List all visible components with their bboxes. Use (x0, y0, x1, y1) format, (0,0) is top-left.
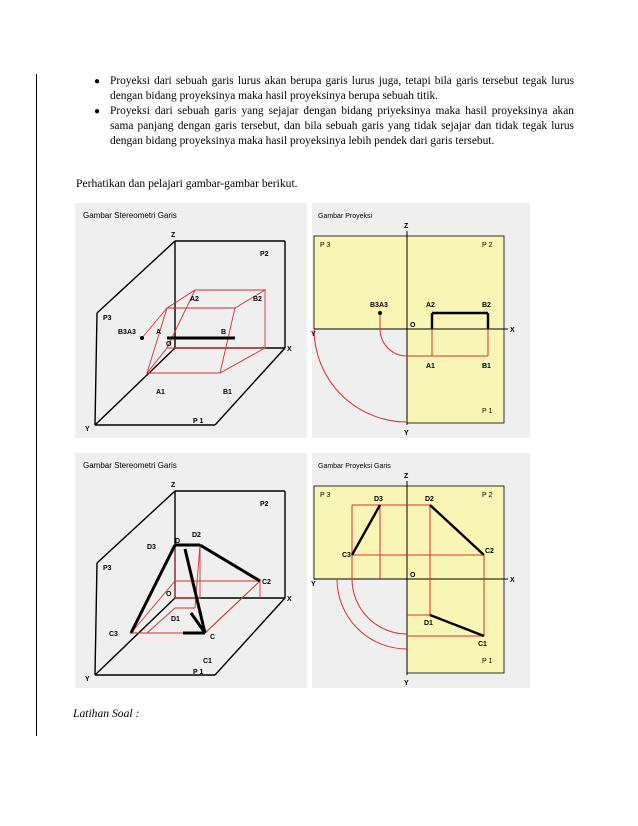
plane-label-p2: P2 (260, 501, 269, 508)
point-label-b1: B1 (482, 363, 491, 370)
bullet-item (88, 74, 574, 104)
projection-2-drawing (312, 453, 530, 688)
plane-p2 (407, 236, 504, 329)
axis-label-y-bottom: Y (404, 680, 409, 687)
point-label-c3: C3 (109, 631, 118, 638)
bullet-text: Proyeksi dari sebuah garis lurus akan berupa garis lurus juga, tetapi bila garis tersebut tegak lurus dengan bidang proyeksinya maka hasil proyeksinya berupa sebuah titik. (110, 75, 574, 102)
axis-label-y-left: Y (311, 331, 316, 338)
plane-label-p3: P 3 (320, 492, 331, 499)
margin-rule (36, 74, 37, 736)
point-label-b3a3: B3A3 (370, 302, 388, 309)
point-label-d2: D2 (425, 496, 434, 503)
figure-title: Gambar Stereometri Garis (83, 461, 177, 470)
figure-title: Gambar Stereometri Garis (83, 211, 177, 220)
figure-stereometry-1 (75, 203, 307, 438)
projection-1-drawing (312, 203, 530, 438)
point-label-b: B (221, 329, 227, 336)
figure-title: Gambar Proyeksi (318, 213, 373, 220)
plane-label-p2: P 2 (482, 492, 493, 499)
plane-p2 (407, 486, 504, 579)
axis-label-y: Y (85, 676, 90, 683)
plane-label-p1: P 1 (193, 669, 204, 676)
point-label-c: C (210, 634, 216, 641)
point-label-d2: D2 (192, 532, 201, 539)
point-label-a1: A1 (156, 389, 165, 396)
axis-label-x: X (510, 327, 515, 334)
axis-label-z: Z (404, 223, 409, 230)
intro-text: Perhatikan dan pelajari gambar-gambar berikut. (76, 177, 298, 190)
point-label-c2: C2 (485, 548, 494, 555)
plane-label-p3: P3 (103, 315, 112, 322)
axis-label-x: X (287, 596, 292, 603)
origin-label: O (166, 341, 172, 348)
point-label-a2: A2 (190, 296, 199, 303)
point-label-c2: C2 (262, 579, 271, 586)
axis-label-x: X (510, 577, 515, 584)
point-label-d1: D1 (171, 616, 180, 623)
plane-label-p1: P 1 (193, 418, 204, 425)
frame-lines (95, 491, 285, 675)
origin-label: O (410, 322, 416, 329)
bullet-item (88, 104, 574, 149)
axis-label-x: X (287, 346, 292, 353)
bullet-list (88, 74, 574, 149)
figure-title: Gambar Proyeksi Garis (318, 463, 391, 470)
plane-label-p1: P 1 (482, 408, 493, 415)
bullet-icon: ● (94, 106, 101, 117)
figure-projection-2 (312, 453, 530, 688)
point-label-c1: C1 (478, 641, 487, 648)
point-label-b3a3: B3A3 (118, 329, 136, 336)
axis-label-z: Z (404, 473, 409, 480)
point-label-c3: C3 (342, 552, 351, 559)
origin-label: O (410, 572, 416, 579)
plane-p3 (314, 236, 407, 329)
point-label-d3: D3 (374, 496, 383, 503)
point-b3a3 (140, 336, 144, 340)
axis-label-z: Z (171, 232, 176, 239)
point-label-a2: A2 (426, 302, 435, 309)
plane-label-p2: P 2 (482, 242, 493, 249)
point-b3a3 (378, 311, 382, 315)
plane-p3 (314, 486, 407, 579)
point-label-d1: D1 (424, 620, 433, 627)
plane-label-p2: P2 (260, 251, 269, 258)
point-label-b2: B2 (253, 296, 262, 303)
point-label-d3: D3 (147, 544, 156, 551)
figure-projection-1 (312, 203, 530, 438)
bullet-icon: ● (94, 76, 101, 87)
point-label-b2: B2 (482, 302, 491, 309)
point-label-a: A (156, 329, 162, 336)
axis-label-y-left: Y (311, 581, 316, 588)
exercise-heading: Latihan Soal : (73, 707, 140, 720)
point-label-c1: C1 (203, 658, 212, 665)
plane-label-p3: P 3 (320, 242, 331, 249)
point-label-b1: B1 (223, 389, 232, 396)
axis-label-y-bottom: Y (404, 430, 409, 437)
origin-label: O (166, 591, 172, 598)
axis-label-y: Y (85, 426, 90, 433)
line-cd (131, 545, 260, 633)
figure-stereometry-2 (75, 453, 307, 688)
plane-label-p1: P 1 (482, 658, 493, 665)
point-label-a1: A1 (426, 363, 435, 370)
point-label-d: D (175, 538, 181, 545)
stereometry-1-drawing (75, 203, 307, 438)
axis-label-z: Z (171, 482, 176, 489)
plane-label-p3: P3 (103, 565, 112, 572)
stereometry-2-drawing (75, 453, 307, 688)
bullet-text: Proyeksi dari sebuah garis yang sejajar dengan bidang priyeksinya maka hasil proyeksinya akan sama panjang dengan garis tersebut, dan bila sebuah garis yang tidak sejajar dan tidak tegak lurus dengan bidang proyeksinya maka hasil proyeksinya lebih pendek dari garis tersebut. (110, 105, 574, 147)
